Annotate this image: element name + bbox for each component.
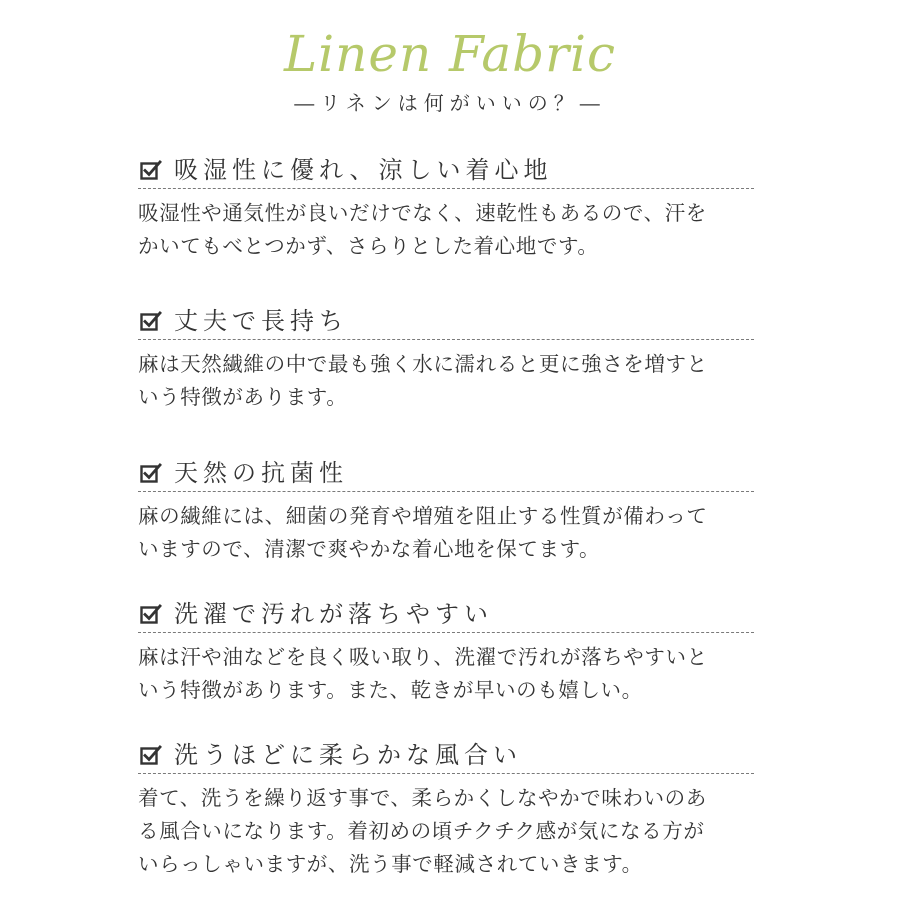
- section-body: [138, 500, 754, 566]
- feature-section-durability: [138, 303, 754, 414]
- body-line: 吸湿性や通気性が良いだけでなく、速乾性もあるので、汗を: [138, 201, 707, 225]
- section-heading-row: [138, 303, 754, 340]
- checkbox-checked-icon: [140, 603, 162, 625]
- subtitle: ―リネンは何がいいの？―: [294, 91, 606, 115]
- section-heading-row: [138, 152, 754, 189]
- feature-section-softness: [138, 737, 754, 881]
- script-title: Linen Fabric: [283, 25, 617, 83]
- body-line: る風合いになります。着初めの頃チクチク感が気になる方が: [138, 819, 705, 843]
- feature-section-antibacterial: [138, 455, 754, 566]
- feature-section-absorbency: [138, 152, 754, 263]
- body-line: 麻は汗や油などを良く吸い取り、洗濯で汚れが落ちやすいと: [138, 645, 708, 669]
- body-line: いますので、清潔で爽やかな着心地を保てます。: [138, 537, 601, 561]
- section-heading-row: [138, 737, 754, 774]
- section-heading: 丈夫で長持ち: [174, 307, 348, 335]
- section-heading-row: [138, 455, 754, 492]
- section-heading: 洗濯で汚れが落ちやすい: [174, 600, 493, 628]
- section-heading: 洗うほどに柔らかな風合い: [174, 741, 522, 769]
- section-heading: 天然の抗菌性: [174, 459, 348, 487]
- body-line: 麻は天然繊維の中で最も強く水に濡れると更に強さを増すと: [138, 352, 708, 376]
- page-header: [0, 22, 900, 116]
- checkbox-checked-icon: [140, 462, 162, 484]
- section-body: [138, 197, 754, 263]
- body-line: 麻の繊維には、細菌の発育や増殖を阻止する性質が備わって: [138, 504, 708, 528]
- checkbox-checked-icon: [140, 159, 162, 181]
- feature-section-washability: [138, 596, 754, 707]
- section-heading: 吸湿性に優れ、涼しい着心地: [174, 156, 553, 184]
- section-body: [138, 641, 754, 707]
- body-line: いう特徴があります。: [138, 385, 348, 409]
- body-line: かいてもべとつかず、さらりとした着心地です。: [138, 234, 599, 258]
- checkbox-checked-icon: [140, 310, 162, 332]
- checkbox-checked-icon: [140, 744, 162, 766]
- section-body: [138, 348, 754, 414]
- section-body: [138, 782, 754, 881]
- section-heading-row: [138, 596, 754, 633]
- body-line: 着て、洗うを繰り返す事で、柔らかくしなやかで味わいのあ: [138, 786, 707, 810]
- body-line: いう特徴があります。また、乾きが早いのも嬉しい。: [138, 678, 643, 702]
- body-line: いらっしゃいますが、洗う事で軽減されていきます。: [138, 852, 643, 876]
